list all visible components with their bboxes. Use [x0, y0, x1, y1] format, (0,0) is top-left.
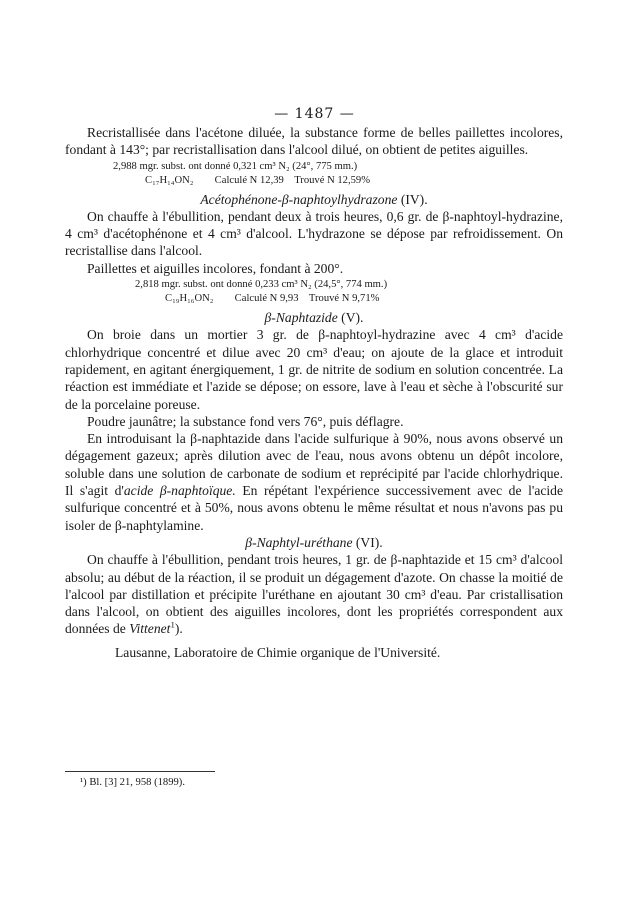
paragraph-properties-iv: Paillettes et aiguilles incolores, fondant à 200°.	[87, 260, 344, 276]
heading-number: (VI).	[355, 534, 383, 550]
footnote: ¹) Bl. [3] 21, 958 (1899).	[80, 777, 185, 788]
paragraph-properties-v: Poudre jaunâtre; la substance fond vers 76°, puis déflagre.	[87, 413, 404, 429]
paragraph-hydrazone: On chauffe à l'ébullition, pendant deux à trois heures, 0,6 gr. de β-naphtoyl-hydrazine, 4 cm³ d'acétophénone et 4 cm³ d'alcool. L'hydrazone se dépose par refroidissement. On recristallise dans l'alcool.	[65, 208, 563, 259]
analysis-block-1	[65, 160, 563, 188]
analysis-line: C₁₇H₁₄ON₂ Calculé N 12,39 Trouvé N 12,59%	[145, 174, 371, 186]
heading-title: β-Naphtyl-uréthane	[245, 534, 353, 550]
paragraph-azide-prep: On broie dans un mortier 3 gr. de β-naphtoyl-hydrazine avec 4 cm³ d'acide chlorhydrique concentré et dilue avec 20 cm³ d'eau; on ajoute de la glace et introduit rapidement, en agitant énergiquement, 1 gr. de nitrite de sodium en solution concentrée. La réaction est immédiate et l'azide se dépose; on essore, lave à l'eau et sèche à l'obscurité sur de la porcelaine poreuse.	[65, 327, 563, 412]
paragraph-recrystallisation: Recristallisée dans l'acétone diluée, la substance forme de belles paillettes incolores, fondant à 143°; par recristallisation dans l'alcool dilué, on obtient de petites aiguilles.	[65, 125, 563, 158]
paragraph-urethane	[65, 551, 563, 637]
affiliation-line: Lausanne, Laboratoire de Chimie organique de l'Université.	[115, 644, 441, 660]
text-run: ).	[174, 621, 183, 637]
italic-author: Vittenet	[129, 621, 171, 637]
section-heading-vi	[65, 534, 563, 551]
footnote-ref: 1	[170, 619, 175, 630]
heading-title: Acétophénone-β-naphtoylhydrazone	[200, 191, 398, 207]
italic-compound: acide β-naphtoïque.	[123, 483, 236, 499]
section-heading-v	[65, 309, 563, 326]
section-heading-iv	[65, 191, 563, 208]
text-run: En introduisant la β-naphtazide dans l'acide sulfurique à 90%, nous avons observé un dégagement gazeux; après dilution avec de l'eau, nous avons obtenu un dépôt incolore, soluble dans une solution de carbonate de sodium et reprécipité par l'acide chlorhydrique. Il s'agit d'	[65, 431, 563, 499]
footnote-rule	[65, 771, 215, 772]
heading-number: (V).	[341, 310, 364, 326]
page-number: — 1487 —	[274, 106, 355, 122]
heading-number: (IV).	[400, 191, 428, 207]
paragraph-sulfuric	[65, 430, 563, 534]
analysis-block-2	[65, 278, 563, 306]
article-body	[65, 124, 563, 661]
analysis-line: 2,818 mgr. subst. ont donné 0,233 cm³ N₂ (24,5°, 774 mm.)	[135, 279, 388, 291]
text-run: En répétant l'expérience successivement avec de l'acide sulfurique concentré et à 50%, nous avons obtenu le même résultat et nous n'avons pas pu isoler de β-naphtylamine.	[65, 483, 563, 533]
analysis-line: 2,988 mgr. subst. ont donné 0,321 cm³ N₂ (24°, 775 mm.)	[113, 160, 358, 172]
heading-title: β-Naphtazide	[264, 310, 338, 326]
analysis-line: C₁₉H₁₆ON₂ Calculé N 9,93 Trouvé N 9,71%	[165, 293, 380, 305]
text-run: On chauffe à l'ébullition, pendant trois heures, 1 gr. de β-naphtazide et 15 cm³ d'alcool absolu; au début de la réaction, il se produit un dégagement d'azote. On chasse la moitié de l'alcool par distillation et précipite l'uréthane en ajoutant 30 cm³ d'eau. Par cristallisation dans l'alcool, on obtient des aiguilles incolores, dont les propriétés correspondent aux données de	[65, 552, 563, 637]
